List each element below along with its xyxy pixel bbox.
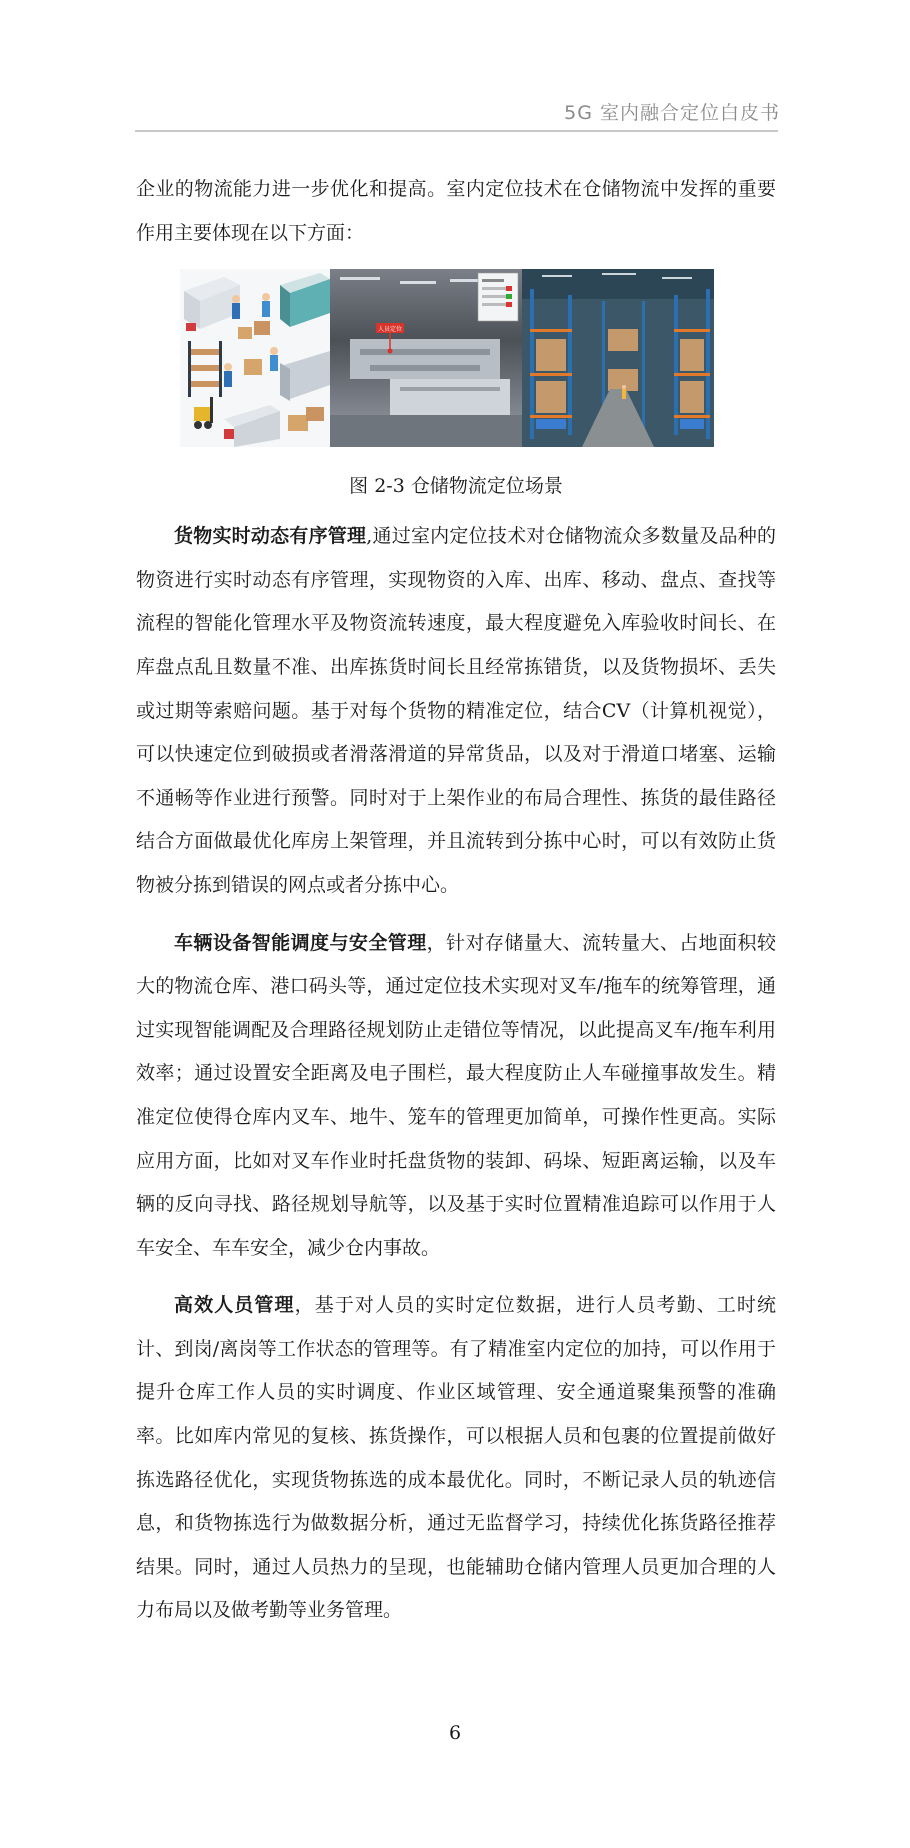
section-vehicle-scheduling: [136, 922, 776, 1271]
page-number: 6: [448, 1722, 462, 1744]
section-body: ，基于对人员的实时定位数据，进行人员考勤、工时统计、到岗/离岗等工作状态的管理等。有了精准室内定位的加持，可以作用于提升仓库工作人员的实时调度、作业区域管理、安全通道聚集预警的准确率。比如库内常见的复核、拣货操作，可以根据人员和包裹的位置提前做好拣选路径优化，实现货物拣选的成本最优化。同时，不断记录人员的轨迹信息，和货物拣选行为做数据分析，通过无监督学习，持续优化拣货路径推荐结果。同时，通过人员热力的呈现，也能辅助仓储内管理人员更加合理的人力布局以及做考勤等业务管理。: [136, 1294, 776, 1622]
conveyor-line-svg: [330, 269, 522, 447]
figure-2-3: [136, 269, 776, 449]
section-heading: 货物实时动态有序管理: [174, 525, 367, 548]
conveyor-line-photo: [330, 269, 522, 447]
section-goods-management: [136, 515, 776, 907]
warehouse-illustration-image: [180, 269, 330, 447]
section-body: ，针对存储量大、流转量大、占地面积较大的物流仓库、港口码头等，通过定位技术实现对叉车/拖车的统筹管理，通过实现智能调配及合理路径规划防止走错位等情况，以此提高叉车/拖车利用效率；通过设置安全距离及电子围栏，最大程度防止人车碰撞事故发生。精准定位使得仓库内叉车、地牛、笼车的管理更加简单，可操作性更高。实际应用方面，比如对叉车作业时托盘货物的装卸、码垛、短距离运输，以及车辆的反向寻找、路径规划导航等，以及基于实时位置精准追踪可以作用于人车安全、车车安全，减少仓内事故。: [136, 931, 776, 1259]
header-divider: [135, 130, 778, 132]
section-heading: 车辆设备智能调度与安全管理: [174, 931, 427, 954]
storage-rack-photo: [522, 269, 714, 447]
running-header: 5G 室内融合定位白皮书: [564, 102, 780, 124]
storage-rack-svg: [522, 269, 714, 447]
intro-paragraph: 企业的物流能力进一步优化和提高。室内定位技术在仓储物流中发挥的重要作用主要体现在以下方面：: [136, 178, 776, 244]
section-heading: 高效人员管理: [174, 1294, 295, 1317]
section-body: ,通过室内定位技术对仓储物流众多数量及品种的物资进行实时动态有序管理，实现物资的入库、出库、移动、盘点、查找等流程的智能化管理水平及物资流转速度，最大程度避免入库验收时间长、在库盘点乱且数量不准、出库拣货时间长且经常拣错货，以及货物损坏、丢失或过期等索赔问题。基于对每个货物的精准定位，结合CV（计算机视觉），可以快速定位到破损或者滑落滑道的异常货品，以及对于滑道口堵塞、运输不通畅等作业进行预警。同时对于上架作业的布局合理性、拣货的最佳路径结合方面做最优化库房上架管理，并且流转到分拣中心时，可以有效防止货物被分拣到错误的网点或者分拣中心。: [136, 525, 776, 896]
overlay-label: 人员定位: [377, 326, 403, 334]
section-personnel-management: [136, 1284, 776, 1633]
page-body: [136, 168, 776, 1633]
figure-caption: 图 2-3 仓储物流定位场景: [349, 475, 563, 498]
warehouse-illustration-svg: [180, 269, 330, 447]
